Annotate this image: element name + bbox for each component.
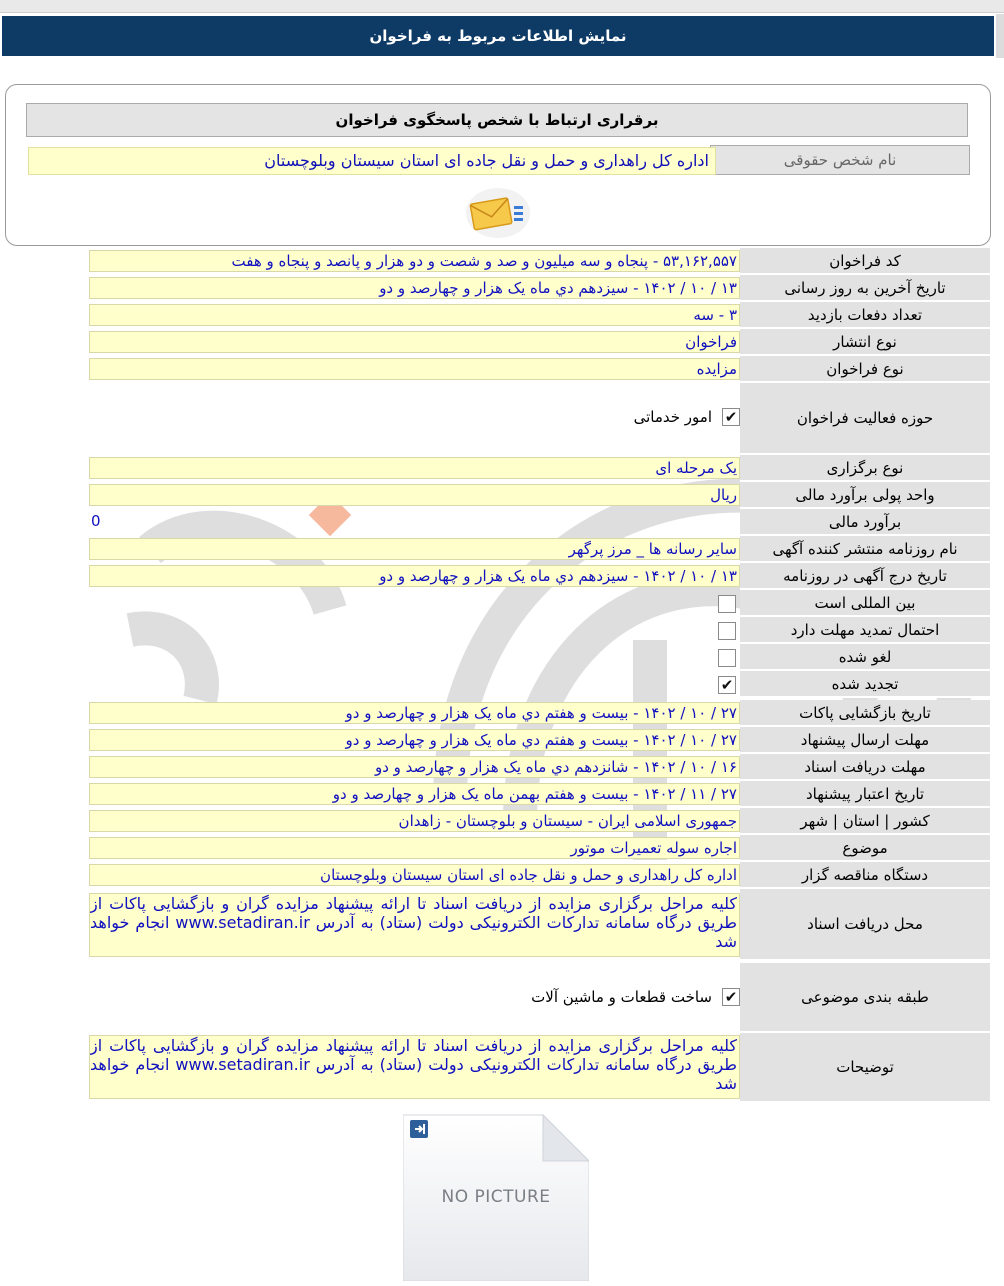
envelope-icon[interactable]: [466, 188, 530, 238]
label-newspaper: نام روزنامه منتشر کننده آگهی: [740, 536, 990, 563]
contact-title: برقراری ارتباط با شخص پاسخگوی فراخوان: [26, 103, 968, 137]
value-last-update: ۱۳ / ۱۰ / ۱۴۰۲ - سیزدهم دي ماه یک هزار و چهارصد و دو: [89, 277, 740, 299]
contact-label: نام شخص حقوقی: [710, 145, 970, 175]
label-cancelled: لغو شده: [740, 644, 990, 671]
value-doc-deadline: ۱۶ / ۱۰ / ۱۴۰۲ - شانزدهم دي ماه یک هزار و چهارصد و دو: [89, 756, 740, 778]
expand-icon[interactable]: [410, 1120, 428, 1138]
value-visits: ۳ - سه: [89, 304, 740, 326]
label-publish-type: نوع انتشار: [740, 329, 990, 356]
label-last-update: تاریخ آخرین به روز رسانی: [740, 275, 990, 302]
activity-checkbox-row[interactable]: [634, 408, 740, 426]
value-holding-type: یک مرحله ای: [89, 457, 740, 479]
scrollbar[interactable]: [996, 14, 1004, 58]
label-renewed: تجدید شده: [740, 671, 990, 698]
no-picture-text: NO PICTURE: [441, 1187, 551, 1207]
no-picture-image: [403, 1113, 589, 1281]
page-title: نمایش اطلاعات مربوط به فراخوان: [2, 16, 994, 56]
value-location: جمهوری اسلامی ایران - سیستان و بلوچستان - زاهدان: [89, 810, 740, 832]
activity-checkbox[interactable]: ✔: [722, 408, 740, 426]
label-description: توضیحات: [740, 1033, 990, 1103]
cancelled-checkbox[interactable]: [718, 649, 736, 667]
category-option: ساخت قطعات و ماشین آلات: [531, 988, 712, 1006]
value-estimate: 0: [91, 512, 101, 530]
label-category: طبقه بندی موضوعی: [740, 963, 990, 1033]
extension-checkbox[interactable]: [718, 622, 736, 640]
value-doc-place: کلیه مراحل برگزاری مزایده از دریافت اسناد تا ارائه پیشنهاد مزایده گران و بازگشایی پاکات از طریق درگاه سامانه تدارکات الکترونیکی دولت (ستاد) به آدرس www.setadiran.ir انجام خواهد شد: [89, 893, 740, 957]
label-location: کشور | استان | شهر: [740, 808, 990, 835]
label-estimate: برآورد مالی: [740, 509, 990, 536]
label-subject: موضوع: [740, 835, 990, 862]
value-newspaper-date: ۱۳ / ۱۰ / ۱۴۰۲ - سیزدهم دي ماه یک هزار و چهارصد و دو: [89, 565, 740, 587]
label-code: کد فراخوان: [740, 248, 990, 275]
value-subject: اجاره سوله تعمیرات موتور: [89, 837, 740, 859]
label-holding-type: نوع برگزاری: [740, 455, 990, 482]
label-newspaper-date: تاریخ درج آگهی در روزنامه: [740, 563, 990, 590]
activity-option: امور خدماتی: [633, 408, 712, 426]
category-checkbox[interactable]: ✔: [722, 988, 740, 1006]
value-newspaper: سایر رسانه ها _ مرز پرگهر: [89, 538, 740, 560]
renewed-checkbox[interactable]: ✔: [718, 676, 736, 694]
label-call-type: نوع فراخوان: [740, 356, 990, 383]
value-call-type: مزایده: [89, 358, 740, 380]
label-opening-date: تاریخ بازگشایی پاکات: [740, 700, 990, 727]
international-checkbox[interactable]: [718, 595, 736, 613]
top-strip: [0, 0, 1004, 13]
label-organizer: دستگاه مناقصه گزار: [740, 862, 990, 889]
value-description: کلیه مراحل برگزاری مزایده از دریافت اسناد تا ارائه پیشنهاد مزایده گران و بازگشایی پاکات از طریق درگاه سامانه تدارکات الکترونیکی دولت (ستاد) به آدرس www.setadiran.ir انجام خواهد شد: [89, 1035, 740, 1099]
label-currency: واحد پولی برآورد مالی: [740, 482, 990, 509]
label-doc-deadline: مهلت دریافت اسناد: [740, 754, 990, 781]
label-submit-deadline: مهلت ارسال پیشنهاد: [740, 727, 990, 754]
label-activity: حوزه فعالیت فراخوان: [740, 383, 990, 455]
label-validity-date: تاریخ اعتبار پیشنهاد: [740, 781, 990, 808]
contact-panel: [5, 84, 991, 246]
value-submit-deadline: ۲۷ / ۱۰ / ۱۴۰۲ - بیست و هفتم دي ماه یک هزار و چهارصد و دو: [89, 729, 740, 751]
label-international: بین المللی است: [740, 590, 990, 617]
label-extension: احتمال تمدید مهلت دارد: [740, 617, 990, 644]
value-organizer: اداره کل راهداری و حمل و نقل جاده ای استان سیستان وبلوچستان: [89, 864, 740, 886]
contact-value: اداره کل راهداری و حمل و نقل جاده ای استان سیستان وبلوچستان: [28, 147, 716, 175]
category-checkbox-row[interactable]: [531, 988, 740, 1006]
value-currency: ریال: [89, 484, 740, 506]
label-doc-place: محل دریافت اسناد: [740, 889, 990, 961]
label-visits: تعداد دفعات بازدید: [740, 302, 990, 329]
value-code: ۵۳,۱۶۲,۵۵۷ - پنجاه و سه میلیون و صد و شصت و دو هزار و پانصد و پنجاه و هفت: [89, 250, 740, 272]
value-validity-date: ۲۷ / ۱۱ / ۱۴۰۲ - بیست و هفتم بهمن ماه یک هزار و چهارصد و دو: [89, 783, 740, 805]
value-opening-date: ۲۷ / ۱۰ / ۱۴۰۲ - بیست و هفتم دي ماه یک هزار و چهارصد و دو: [89, 702, 740, 724]
value-publish-type: فراخوان: [89, 331, 740, 353]
